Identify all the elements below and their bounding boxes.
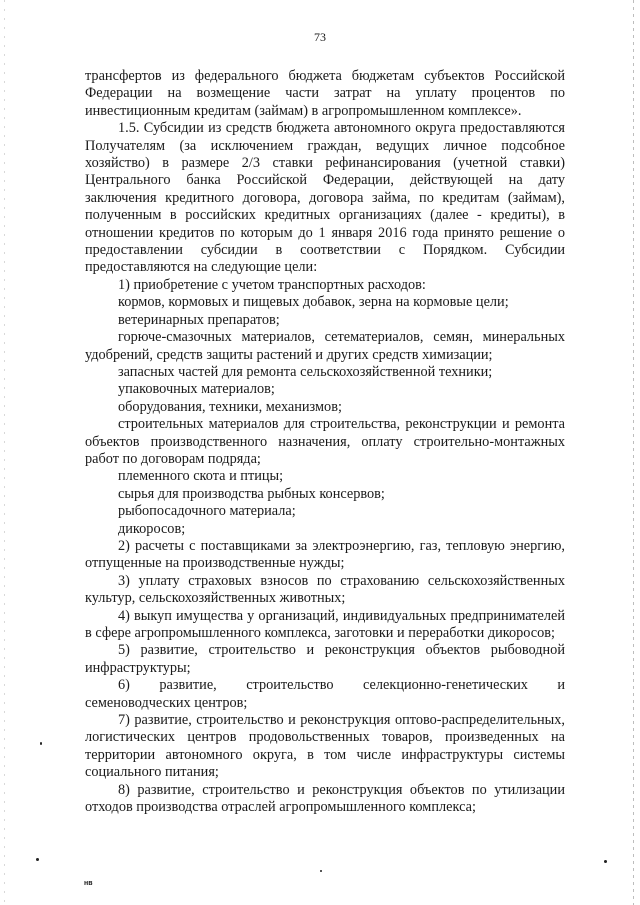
sub-item-wild-plants: дикоросов; <box>118 520 186 537</box>
list-item-3: 3) уплату страховых взносов по страхованию сельскохозяйственных культур, сельскохозяйственных животных; <box>85 572 565 607</box>
list-item-4: 4) выкуп имущества у организаций, индивидуальных предпринимателей в сфере агропромышленного комплекса, заготовки и переработки дикоросов; <box>85 607 565 641</box>
sub-item-fish-stock: рыбопосадочного материала; <box>118 503 296 520</box>
body-text <box>85 68 565 816</box>
sub-item-equipment: оборудования, техники, механизмов; <box>118 398 342 415</box>
list-item-6: 6) развитие, строительство селекционно-генетических и семеноводческих центров; <box>85 677 565 711</box>
paragraph-clause-1-5: 1.5. Субсидии из средств бюджета автономного округа предоставляются Получателям (за исключением граждан, ведущих личное подсобное хозяйство) в размере 2/3 ставки рефинансирования (учетной ставки) Центрального банка Российской Федерации, действующей на дату заключения кредитного договора, договора займа, по кредитам (займам), полученным в российских кредитных организациях (далее - кредиты), в отношении кредитов по которым до 1 января 2016 года принято решение о предоставлении субсидии в соответствии с Порядком. Субсидии предоставляются на следующие цели: <box>85 120 565 276</box>
scan-edge-right <box>633 0 634 905</box>
page-number: 73 <box>314 30 326 44</box>
sub-item-feed: кормов, кормовых и пищевых добавок, зерна на кормовые цели; <box>118 294 509 311</box>
sub-item-livestock: племенного скота и птицы; <box>118 468 284 485</box>
scan-speck <box>40 742 42 745</box>
list-item-1: 1) приобретение с учетом транспортных расходов: <box>118 276 426 293</box>
list-item-2: 2) расчеты с поставщиками за электроэнергию, газ, тепловую энергию, отпущенные на производственные нужды; <box>85 537 565 572</box>
sub-item-raw-materials: сырья для производства рыбных консервов; <box>118 485 385 502</box>
scan-edge-left <box>4 0 5 905</box>
sub-item-veterinary: ветеринарных препаратов; <box>118 311 280 328</box>
scan-speck <box>604 860 607 863</box>
scan-speck <box>36 858 39 861</box>
sub-item-fuel: горюче-смазочных материалов, сетематериалов, семян, минеральных удобрений, средств защиты растений и других средств химизации; <box>85 329 565 363</box>
list-item-5: 5) развитие, строительство и реконструкция объектов рыбоводной инфраструктуры; <box>85 642 565 676</box>
list-item-8: 8) развитие, строительство и реконструкция объектов по утилизации отходов производства отраслей агропромышленного комплекса; <box>85 781 565 816</box>
sub-item-spare-parts: запасных частей для ремонта сельскохозяйственной техники; <box>118 363 493 380</box>
scan-speck <box>320 870 322 872</box>
footer-mark: нв <box>84 880 93 887</box>
sub-item-packaging: упаковочных материалов; <box>118 381 275 398</box>
list-item-7: 7) развитие, строительство и реконструкция оптово-распределительных, логистических центров продовольственных товаров, произведенных на территории автономного округа, в том числе инфраструктуры системы социального питания; <box>85 712 565 781</box>
paragraph-continuation: трансфертов из федерального бюджета бюджетам субъектов Российской Федерации на возмещение части затрат на уплату процентов по инвестиционным кредитам (займам) в агропромышленном комплексе». <box>85 68 565 119</box>
sub-item-construction: строительных материалов для строительства, реконструкции и ремонта объектов производственного назначения, оплату строительно-монтажных работ по договорам подряда; <box>85 416 565 467</box>
